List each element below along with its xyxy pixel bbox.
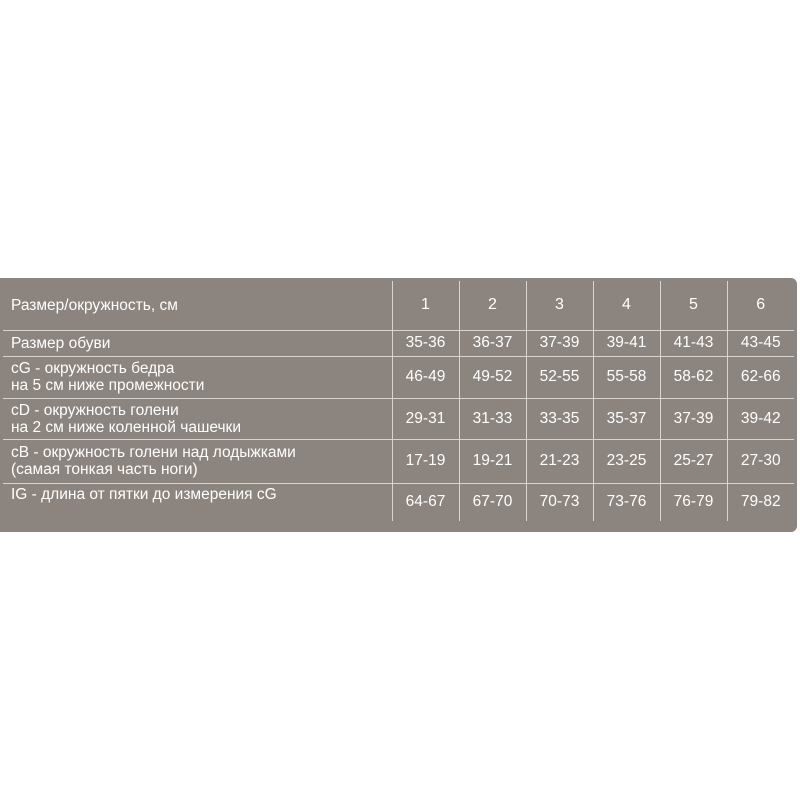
size-header: 3: [526, 281, 593, 330]
row-label-line: на 5 см ниже промежности: [11, 377, 205, 394]
row-label-line: cB - окружность голени над лодыжками: [11, 444, 296, 461]
table-cell: 79-82: [727, 483, 794, 521]
table-cell: 25-27: [660, 439, 727, 483]
header-label: Размер/окружность, см: [11, 296, 178, 314]
table-cell: 17-19: [392, 439, 459, 483]
table-cell: 76-79: [660, 483, 727, 521]
row-label: [3, 398, 392, 439]
table-cell: 35-36: [392, 330, 459, 356]
row-label-line: на 2 см ниже коленной чашечки: [11, 418, 241, 436]
table-cell: 55-58: [593, 356, 660, 398]
row-label-line: cD - окружность голени: [11, 401, 179, 419]
table-cell: 33-35: [526, 398, 593, 439]
row-label: [3, 483, 392, 521]
row-label-line: (самая тонкая часть ноги): [11, 461, 198, 478]
size-header: 4: [593, 281, 660, 330]
table-cell: 39-42: [727, 398, 794, 439]
size-chart-table: [3, 281, 794, 521]
table-row: [3, 398, 794, 439]
row-label-line: Размер обуви: [11, 334, 111, 352]
table-cell: 21-23: [526, 439, 593, 483]
row-label-line: IG - длина от пятки до измерения cG: [11, 485, 277, 503]
row-label-line: cG - окружность бедра: [11, 360, 175, 377]
size-header: 1: [392, 281, 459, 330]
row-label: [3, 330, 392, 356]
table-cell: 37-39: [526, 330, 593, 356]
table-cell: 67-70: [459, 483, 526, 521]
row-label: [3, 439, 392, 483]
table-row: [3, 330, 794, 356]
table-cell: 70-73: [526, 483, 593, 521]
table-cell: 73-76: [593, 483, 660, 521]
table-cell: 23-25: [593, 439, 660, 483]
size-header: 6: [727, 281, 794, 330]
table-cell: 52-55: [526, 356, 593, 398]
header-row: [3, 281, 794, 330]
table-cell: 31-33: [459, 398, 526, 439]
table-cell: 41-43: [660, 330, 727, 356]
table-cell: 64-67: [392, 483, 459, 521]
table-row: [3, 356, 794, 398]
size-chart-panel: [0, 278, 797, 532]
table-cell: 46-49: [392, 356, 459, 398]
table-cell: 27-30: [727, 439, 794, 483]
table-cell: 35-37: [593, 398, 660, 439]
table-cell: 19-21: [459, 439, 526, 483]
table-row: [3, 483, 794, 521]
table-cell: 36-37: [459, 330, 526, 356]
table-row: [3, 439, 794, 483]
size-header: 2: [459, 281, 526, 330]
table-cell: 37-39: [660, 398, 727, 439]
table-cell: 29-31: [392, 398, 459, 439]
table-cell: 58-62: [660, 356, 727, 398]
row-label: [3, 356, 392, 398]
table-cell: 39-41: [593, 330, 660, 356]
size-header: 5: [660, 281, 727, 330]
table-cell: 62-66: [727, 356, 794, 398]
table-cell: 49-52: [459, 356, 526, 398]
table-cell: 43-45: [727, 330, 794, 356]
